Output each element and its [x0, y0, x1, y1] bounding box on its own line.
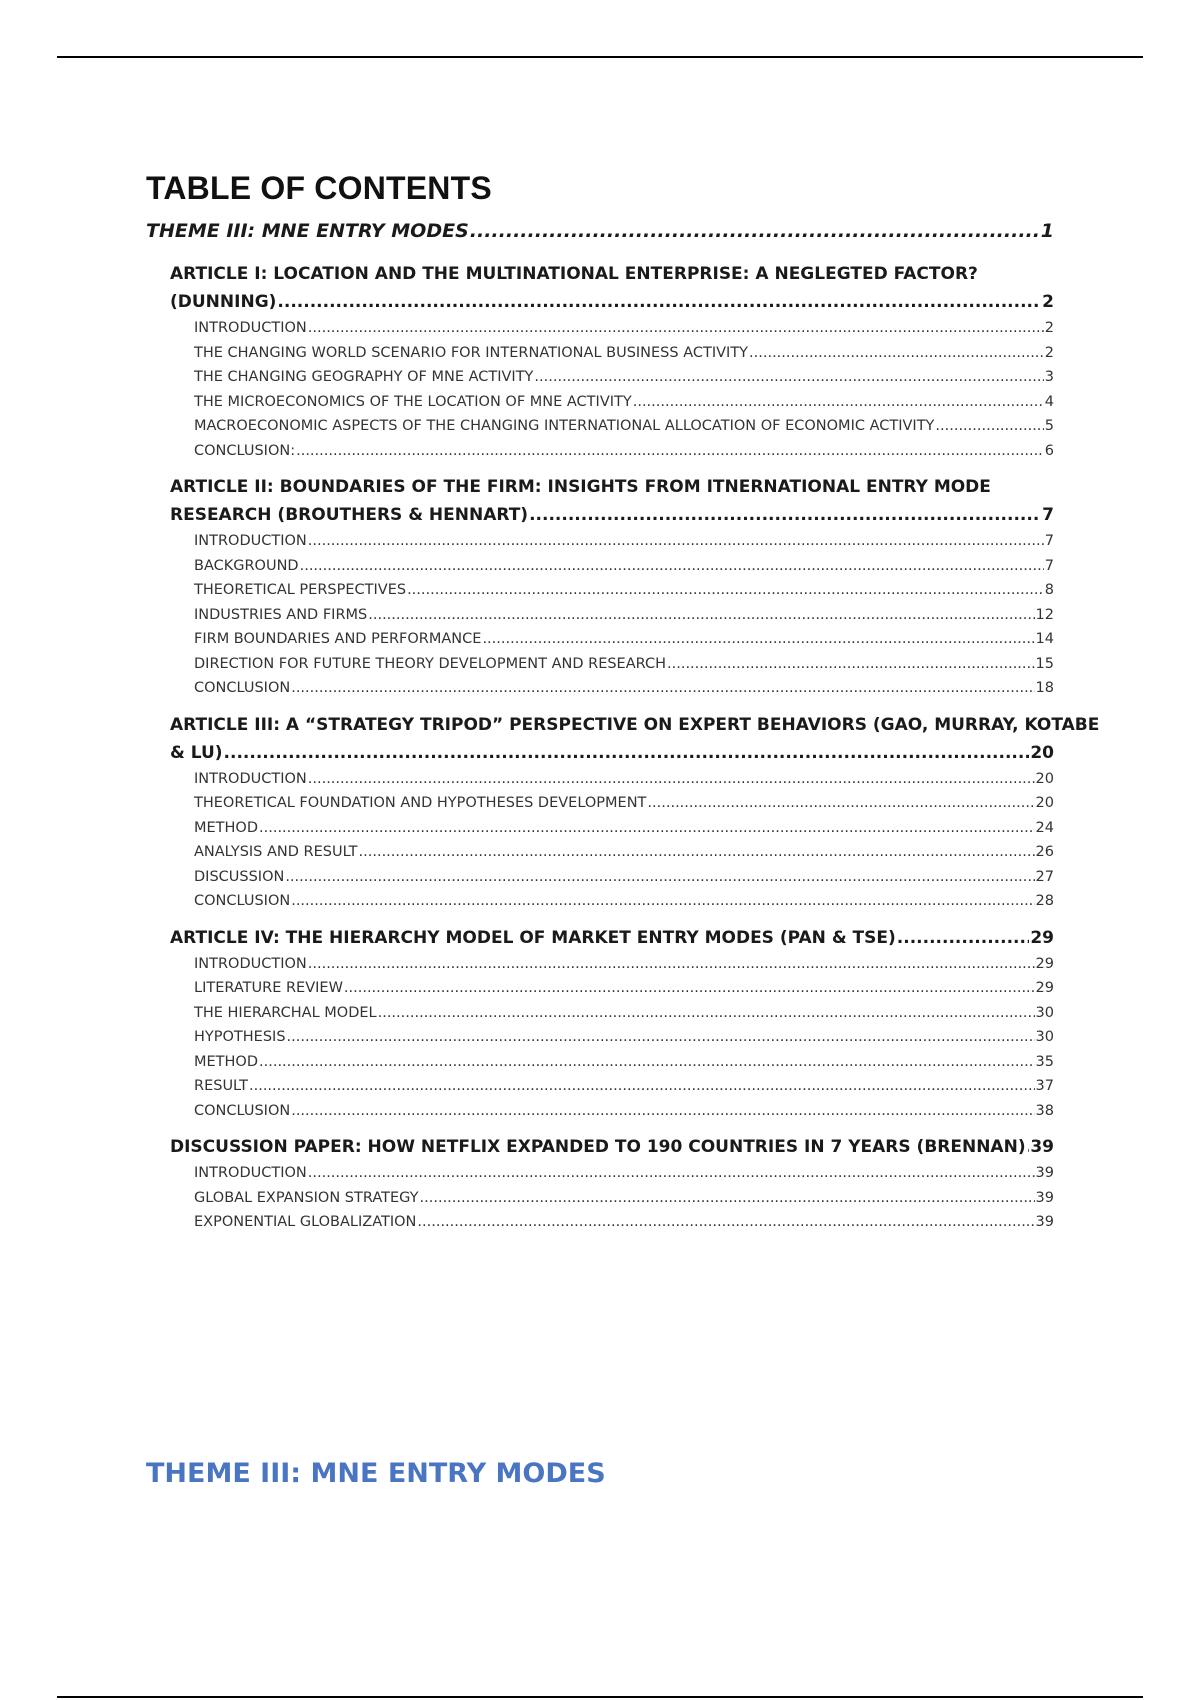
toc-section-entry[interactable]	[146, 652, 1054, 677]
dot-leader	[308, 767, 1035, 792]
dot-leader	[344, 976, 1035, 1001]
toc-section-entry[interactable]	[146, 976, 1054, 1001]
toc-section-label: DISCUSSION	[194, 868, 285, 885]
dot-leader	[749, 341, 1044, 366]
toc-article-last-line	[170, 1133, 1054, 1161]
dot-leader	[633, 390, 1044, 415]
toc-section-label: FIRM BOUNDARIES AND PERFORMANCE	[194, 631, 482, 647]
toc-section-entry[interactable]	[146, 390, 1054, 415]
toc-page-number: 5	[1044, 418, 1054, 434]
toc-section-entry[interactable]	[146, 603, 1054, 628]
dot-leader	[308, 316, 1044, 341]
toc-page-number: 20	[1035, 770, 1054, 787]
toc-page-number: 29	[1035, 980, 1054, 996]
toc-article-label: RESEARCH (BROUTHERS & HENNART)	[170, 505, 529, 525]
toc-page-number: 20	[1035, 795, 1054, 811]
toc-section-label: INTRODUCTION	[194, 533, 307, 549]
toc-section-label: HYPOTHESIS	[194, 1029, 286, 1045]
toc-section-entry[interactable]	[146, 889, 1054, 914]
dot-leader	[529, 501, 1041, 529]
toc-article-last-line	[170, 288, 1054, 316]
dot-leader	[482, 627, 1034, 652]
toc-section-label: CONCLUSION	[194, 893, 291, 909]
toc-page-number: 1	[1040, 220, 1054, 242]
toc-page-number: 37	[1035, 1078, 1054, 1094]
dot-leader	[308, 1161, 1035, 1186]
dot-leader	[287, 1025, 1035, 1050]
toc-section-entry[interactable]	[146, 791, 1054, 816]
dot-leader	[647, 791, 1034, 816]
toc-section-label: CONCLUSION	[194, 680, 291, 696]
dot-leader	[296, 439, 1044, 464]
toc-page-number: 29	[1030, 927, 1054, 948]
toc-section-entry[interactable]	[146, 1074, 1054, 1099]
toc-page-number: 39	[1035, 1165, 1054, 1181]
toc-section-label: METHOD	[194, 819, 259, 836]
toc-section-entry[interactable]	[146, 1050, 1054, 1075]
dot-leader	[291, 889, 1034, 914]
toc-section-label: THE CHANGING GEOGRAPHY OF MNE ACTIVITY	[194, 369, 534, 385]
toc-section-label: DIRECTION FOR FUTURE THEORY DEVELOPMENT AND RESEARCH	[194, 655, 667, 672]
toc-section-label: RESULT	[194, 1078, 248, 1094]
toc-section-label: CONCLUSION	[194, 1102, 291, 1119]
toc-section-entry[interactable]	[146, 316, 1054, 341]
toc-section-label: CONCLUSION:	[194, 442, 296, 459]
toc-page-number: 39	[1035, 1214, 1054, 1230]
toc-page-number: 26	[1035, 844, 1054, 860]
toc-section-label: INTRODUCTION	[194, 770, 307, 787]
dot-leader	[534, 365, 1043, 390]
toc-section-entry[interactable]	[146, 529, 1054, 554]
toc-entry-theme[interactable]	[146, 220, 1054, 250]
toc-page-number: 2	[1042, 292, 1054, 312]
toc-section-label: THEORETICAL PERSPECTIVES	[194, 582, 407, 598]
toc-article-title-line: ARTICLE II: BOUNDARIES OF THE FIRM: INSIGHTS FROM ITNERNATIONAL ENTRY MODE	[170, 477, 991, 497]
toc-section-entry[interactable]	[146, 1001, 1054, 1026]
toc-section-label: LITERATURE REVIEW	[194, 980, 343, 996]
toc-article-title-line: ARTICLE III: A “STRATEGY TRIPOD” PERSPECTIVE ON EXPERT BEHAVIORS (GAO, MURRAY, KOTABE	[170, 714, 1100, 735]
toc-section-entry[interactable]	[146, 578, 1054, 603]
dot-leader	[1027, 1133, 1030, 1161]
toc-article-entry[interactable]	[146, 473, 1054, 529]
toc-page-number: 18	[1035, 680, 1054, 696]
toc-section-label: INTRODUCTION	[194, 1165, 307, 1181]
toc-section-entry[interactable]	[146, 816, 1054, 841]
toc-section-entry[interactable]	[146, 365, 1054, 390]
table-of-contents	[146, 220, 1100, 1235]
dot-leader	[291, 1099, 1034, 1124]
toc-article-entry[interactable]	[146, 260, 1054, 316]
toc-article-title-line: ARTICLE I: LOCATION AND THE MULTINATIONAL ENTERPRISE: A NEGLEGTED FACTOR?	[170, 264, 978, 284]
toc-page-number: 14	[1035, 631, 1054, 647]
toc-article-entry[interactable]	[146, 1133, 1054, 1161]
section-heading: THEME III: MNE ENTRY MODES	[146, 1458, 606, 1489]
dot-leader	[470, 220, 1040, 242]
toc-section-label: THE MICROECONOMICS OF THE LOCATION OF MNE ACTIVITY	[194, 393, 632, 410]
dot-leader	[420, 1186, 1035, 1211]
toc-page-number: 6	[1044, 442, 1054, 459]
toc-section-label: EXPONENTIAL GLOBALIZATION	[194, 1214, 417, 1230]
dot-leader	[259, 816, 1035, 841]
toc-section-label: THE HIERARCHAL MODEL	[194, 1004, 377, 1021]
toc-section-entry[interactable]	[146, 439, 1054, 464]
toc-page-number: 29	[1035, 955, 1054, 972]
toc-article-label: ARTICLE IV: THE HIERARCHY MODEL OF MARKET ENTRY MODES (PAN & TSE)	[170, 927, 896, 948]
toc-page-number: 8	[1044, 582, 1054, 598]
toc-section-entry[interactable]	[146, 952, 1054, 977]
dot-leader	[224, 739, 1030, 767]
toc-page-number: 12	[1035, 606, 1054, 623]
dot-leader	[300, 554, 1044, 579]
toc-section-entry[interactable]	[146, 627, 1054, 652]
dot-leader	[291, 676, 1034, 701]
dot-leader	[378, 1001, 1035, 1026]
toc-section-entry[interactable]	[146, 676, 1054, 701]
dot-leader	[667, 652, 1035, 677]
toc-section-entry[interactable]	[146, 414, 1054, 439]
dot-leader	[308, 952, 1035, 977]
toc-page-number: 7	[1042, 505, 1054, 525]
toc-page-number: 30	[1035, 1029, 1054, 1045]
toc-section-label: THEORETICAL FOUNDATION AND HYPOTHESES DEVELOPMENT	[194, 795, 647, 811]
dot-leader	[277, 288, 1041, 316]
dot-leader	[935, 414, 1043, 439]
dot-leader	[417, 1210, 1034, 1235]
toc-page-number: 28	[1035, 893, 1054, 909]
toc-article-label: & LU)	[170, 742, 223, 763]
toc-section-entry[interactable]	[146, 767, 1054, 792]
toc-section-entry[interactable]	[146, 865, 1054, 890]
toc-page-number: 35	[1035, 1053, 1054, 1070]
toc-section-label: GLOBAL EXPANSION STRATEGY	[194, 1189, 419, 1206]
toc-section-label: INTRODUCTION	[194, 320, 307, 336]
toc-section-entry[interactable]	[146, 840, 1054, 865]
toc-article-label: DISCUSSION PAPER: HOW NETFLIX EXPANDED TO 190 COUNTRIES IN 7 YEARS (BRENNAN)	[170, 1137, 1026, 1157]
toc-article-last-line	[170, 924, 1054, 952]
toc-section-entry[interactable]	[146, 554, 1054, 579]
toc-section-label: INDUSTRIES AND FIRMS	[194, 606, 368, 623]
toc-article-entry[interactable]	[146, 711, 1100, 767]
toc-section-label: MACROECONOMIC ASPECTS OF THE CHANGING INTERNATIONAL ALLOCATION OF ECONOMIC ACTIVITY	[194, 418, 935, 434]
toc-article-entry[interactable]	[146, 924, 1054, 952]
toc-page-number: 30	[1035, 1004, 1054, 1021]
toc-section-label: ANALYSIS AND RESULT	[194, 844, 358, 860]
dot-leader	[897, 924, 1030, 952]
header-rule	[57, 56, 1143, 58]
toc-page-number: 7	[1044, 533, 1054, 549]
toc-section-label: INTRODUCTION	[194, 955, 307, 972]
toc-section-label: THE CHANGING WORLD SCENARIO FOR INTERNATIONAL BUSINESS ACTIVITY	[194, 344, 749, 361]
toc-page-number: 39	[1030, 1137, 1054, 1157]
toc-page-number: 24	[1035, 819, 1054, 836]
toc-page-number: 20	[1030, 742, 1054, 763]
toc-section-label: BACKGROUND	[194, 557, 299, 574]
dot-leader	[249, 1074, 1035, 1099]
toc-section-entry[interactable]	[146, 1099, 1054, 1124]
toc-page-number: 2	[1044, 320, 1054, 336]
toc-article-last-line	[170, 739, 1054, 767]
toc-entry-label: THEME III: MNE ENTRY MODES	[146, 220, 469, 242]
toc-page-number: 2	[1044, 344, 1054, 361]
toc-section-entry[interactable]	[146, 1210, 1054, 1235]
toc-page-number: 38	[1035, 1102, 1054, 1119]
toc-article-last-line	[170, 501, 1054, 529]
dot-leader	[368, 603, 1034, 628]
toc-page-number: 39	[1035, 1189, 1054, 1206]
toc-section-label: METHOD	[194, 1053, 259, 1070]
toc-page-number: 4	[1044, 393, 1054, 410]
dot-leader	[308, 529, 1044, 554]
toc-page-number: 15	[1035, 655, 1054, 672]
toc-page-number: 7	[1044, 557, 1054, 574]
toc-article-label: (DUNNING)	[170, 292, 277, 312]
toc-page-number: 27	[1035, 868, 1054, 885]
dot-leader	[285, 865, 1034, 890]
dot-leader	[359, 840, 1035, 865]
toc-page-number: 3	[1044, 369, 1054, 385]
dot-leader	[407, 578, 1044, 603]
toc-section-entry[interactable]	[146, 341, 1054, 366]
dot-leader	[259, 1050, 1035, 1075]
toc-title: TABLE OF CONTENTS	[146, 170, 492, 206]
toc-section-entry[interactable]	[146, 1186, 1054, 1211]
toc-section-entry[interactable]	[146, 1025, 1054, 1050]
toc-section-entry[interactable]	[146, 1161, 1054, 1186]
footer-rule	[57, 1696, 1143, 1698]
